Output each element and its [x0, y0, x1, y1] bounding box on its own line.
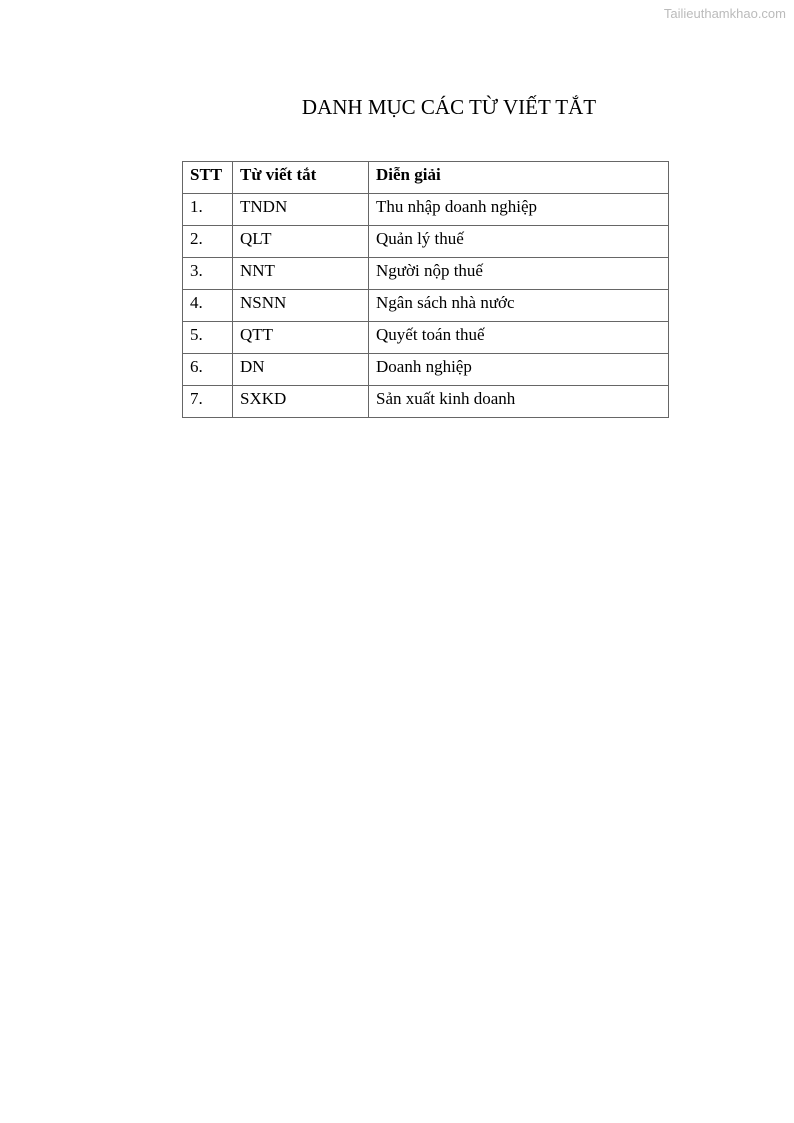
table-row	[183, 386, 669, 418]
description-cell: Quản lý thuế	[369, 226, 669, 258]
stt-cell: 3.	[183, 258, 233, 290]
description-cell: Quyết toán thuế	[369, 322, 669, 354]
header-stt: STT	[183, 162, 233, 194]
abbreviation-cell: TNDN	[233, 194, 369, 226]
abbreviation-cell: DN	[233, 354, 369, 386]
description-cell: Thu nhập doanh nghiệp	[369, 194, 669, 226]
stt-cell: 7.	[183, 386, 233, 418]
abbreviation-cell: NSNN	[233, 290, 369, 322]
abbreviation-cell: SXKD	[233, 386, 369, 418]
stt-cell: 1.	[183, 194, 233, 226]
watermark: Tailieuthamkhao.com	[663, 6, 786, 21]
abbreviation-cell: QTT	[233, 322, 369, 354]
header-description: Diễn giải	[369, 162, 669, 194]
stt-cell: 5.	[183, 322, 233, 354]
abbreviations-table	[182, 161, 669, 418]
stt-cell: 6.	[183, 354, 233, 386]
description-cell: Người nộp thuế	[369, 258, 669, 290]
table-row	[183, 354, 669, 386]
stt-cell: 4.	[183, 290, 233, 322]
header-abbreviation: Từ viết tắt	[233, 162, 369, 194]
table-row	[183, 322, 669, 354]
abbreviation-cell: NNT	[233, 258, 369, 290]
table-row	[183, 194, 669, 226]
table-header-row	[183, 162, 669, 194]
stt-cell: 2.	[183, 226, 233, 258]
table-row	[183, 258, 669, 290]
description-cell: Ngân sách nhà nước	[369, 290, 669, 322]
description-cell: Sản xuất kinh doanh	[369, 386, 669, 418]
abbreviation-cell: QLT	[233, 226, 369, 258]
description-cell: Doanh nghiệp	[369, 354, 669, 386]
table-row	[183, 290, 669, 322]
page-title: DANH MỤC CÁC TỪ VIẾT TẮT	[301, 95, 597, 119]
table-row	[183, 226, 669, 258]
